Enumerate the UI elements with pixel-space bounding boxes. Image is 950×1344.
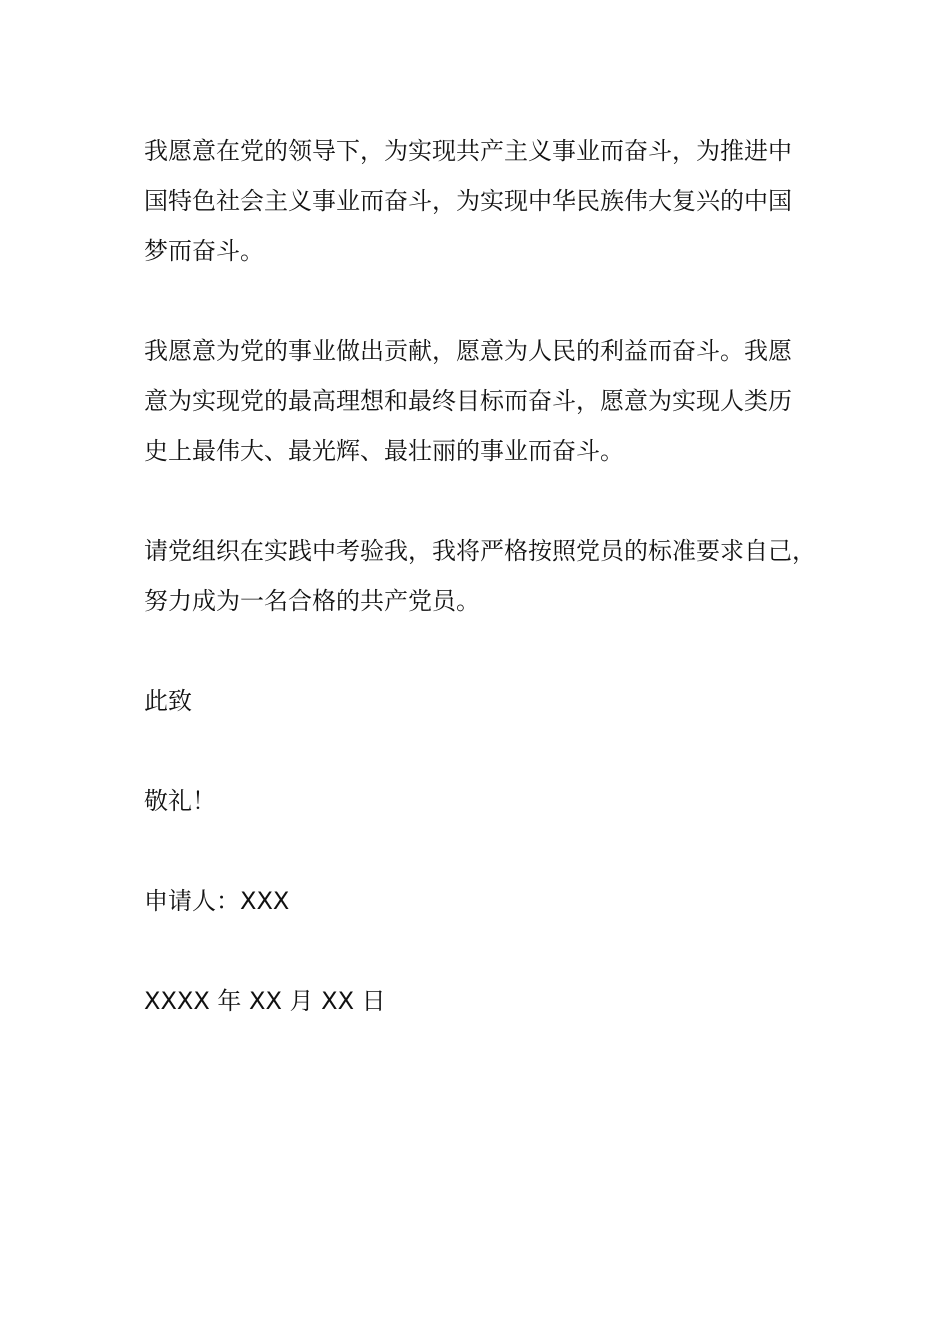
letter-body xyxy=(144,126,834,1076)
paragraph-line: 努力成为一名合格的共产党员。 xyxy=(144,587,480,615)
salutation-text: 敬礼！ xyxy=(144,787,216,815)
letter-date: XXXX 年 XX 月 XX 日 xyxy=(144,987,386,1015)
paragraph-line: 意为实现党的最高理想和最终目标而奋斗，愿意为实现人类历 xyxy=(144,387,792,415)
paragraph-1 xyxy=(144,126,834,276)
closing-text: 此致 xyxy=(144,687,192,715)
paragraph-line: 请党组织在实践中考验我，我将严格按照党员的标准要求自己， xyxy=(144,537,816,565)
paragraph-3 xyxy=(144,526,834,626)
applicant-signature: 申请人：XXX xyxy=(144,887,290,915)
paragraph-line: 梦而奋斗。 xyxy=(144,237,264,265)
paragraph-line: 史上最伟大、最光辉、最壮丽的事业而奋斗。 xyxy=(144,437,624,465)
paragraph-line: 我愿意为党的事业做出贡献，愿意为人民的利益而奋斗。我愿 xyxy=(144,337,792,365)
paragraph-line: 我愿意在党的领导下，为实现共产主义事业而奋斗，为推进中 xyxy=(144,137,792,165)
paragraph-2 xyxy=(144,326,834,476)
paragraph-line: 国特色社会主义事业而奋斗，为实现中华民族伟大复兴的中国 xyxy=(144,187,792,215)
